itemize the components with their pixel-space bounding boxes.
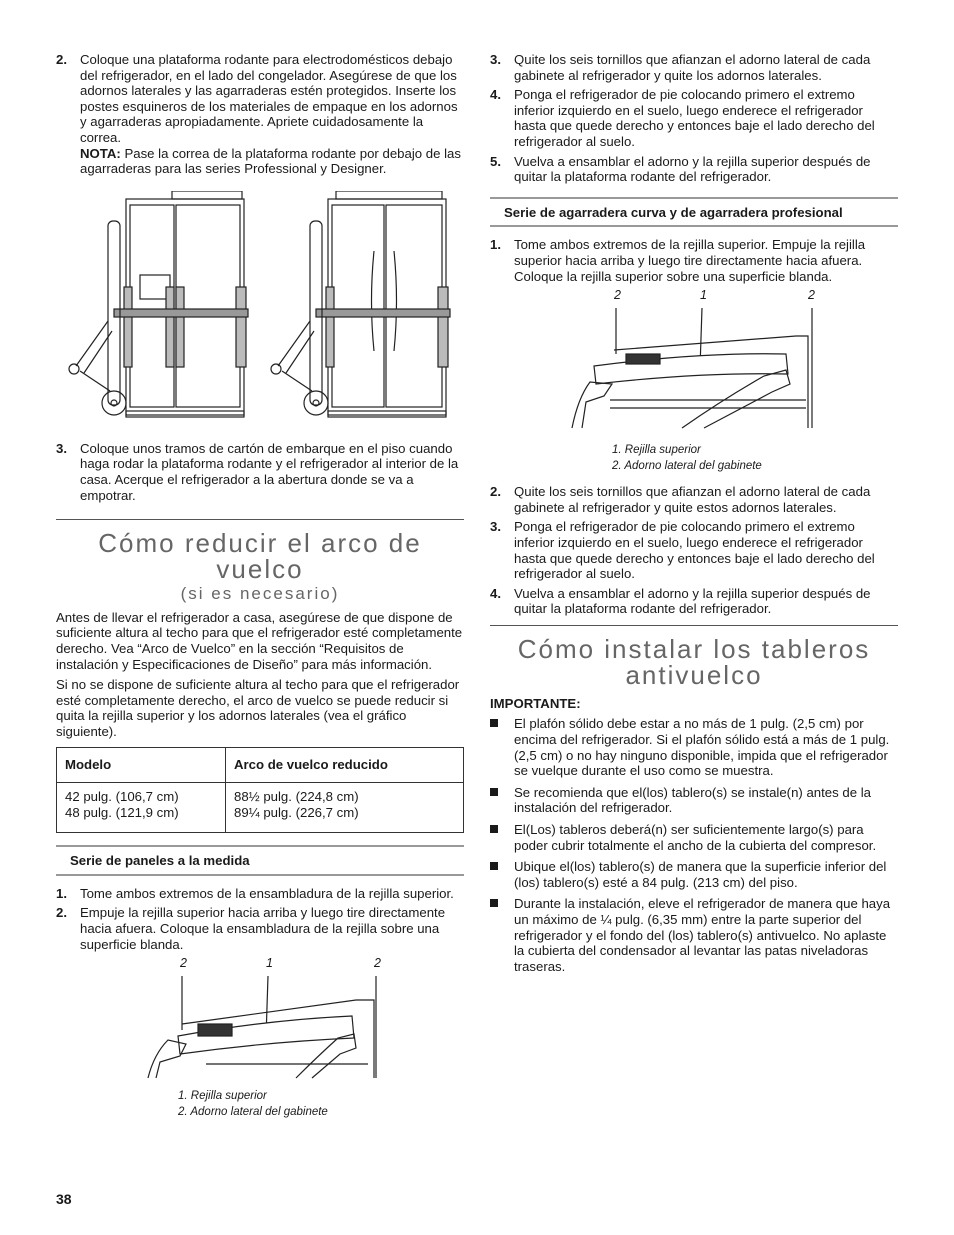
grille-removal-illustration [56,974,464,1096]
important-label: IMPORTANTE: [490,695,581,711]
list-item [490,896,898,974]
step-number: 1. [490,237,501,253]
caption: 2. Adorno lateral del gabinete [612,460,762,473]
step-text: Ponga el refrigerador de pie colocando primero el extremo inferior izquierdo en el suelo, luego enderece el refrigerador hasta que quede derecho y entonces baje el lado derecho del refrigerador al suelo. [514,519,875,582]
table-cell [226,783,464,833]
step-1 [56,886,464,902]
list-item-text: El plafón sólido debe estar a no más de 1 pulg. (2,5 cm) por encima del refrigerador. Si el plafón sólido está a más de 1 pulg. (2,5 cm) o no hay ninguno disponible, impida que el refrigerador se vuelque durante el uso como se muestra. [514,716,890,779]
step-number: 2. [56,905,67,921]
section-divider [56,519,464,520]
step-2 [56,905,464,952]
step-text: Coloque unos tramos de cartón de embarque en el piso cuando haga rodar la plataforma rodante y el refrigerador al interior de la casa. Acerque el refrigerador a la abertura donde se va a empotrar. [80,440,459,503]
section-divider [490,625,898,626]
step-3 [490,52,898,83]
table-cell-line: 89¼ pulg. (226,7 cm) [234,804,359,820]
tip-arc-table [56,747,464,833]
step-number: 1. [56,885,67,901]
list-item-text: Ubique el(los) tablero(s) de manera que la superficie inferior del (los) tablero(s) esté a 84 pulg. (213 cm) del piso. [514,859,887,890]
table-header: Modelo [57,748,226,783]
callout-label: 2 [180,956,187,971]
paragraph: Antes de llevar el refrigerador a casa, asegúrese de que dispone de suficiente altura al techo para que el refrigerador esté completamente derecho. Vea “Arco de Vuelco” en la sección “Requisitos de instalación y Especificaciones de Diseño” para más información. [56,609,463,672]
step-number: 4. [490,87,501,103]
step-3 [56,441,464,503]
section-subtitle: (si es necesario) [180,584,340,604]
table-cell [57,783,226,833]
step-2 [490,484,898,515]
step-text: Empuje la rejilla superior hacia arriba y luego tire directamente hacia afuera. Coloque la ensambladura de la rejilla sobre una superficie blanda. [80,905,446,952]
callout-label: 2 [614,288,621,303]
step-text: Quite los seis tornillos que afianzan el adorno lateral de cada gabinete al refrigerador y quite los adornos laterales. [514,52,871,83]
step-text: Vuelva a ensamblar el adorno y la rejilla superior después de quitar la plataforma rodante del refrigerador. [514,585,871,617]
subsection-heading: Serie de paneles a la medida [56,845,464,876]
bullet-square-icon [490,899,498,907]
caption: 1. Rejilla superior [178,1090,267,1103]
table-cell-line: 48 pulg. (121,9 cm) [65,804,179,820]
callout-label: 2 [808,288,815,303]
step-number: 2. [56,52,67,67]
grille-removal-illustration [490,306,898,446]
table-row [57,783,464,833]
list-item [490,822,898,853]
fridge-dolly-illustration [56,191,464,433]
section-title: Cómo reducir el arco de vuelco [98,528,422,585]
list-item [490,716,898,778]
step-number: 3. [56,440,67,456]
section-title: Cómo instalar los tableros antivuelco [517,633,871,690]
caption: 1. Rejilla superior [612,444,701,457]
list-item [490,785,898,816]
bullet-square-icon [490,719,498,727]
list-item [490,859,898,890]
step-1 [490,237,898,284]
list-item-text: Durante la instalación, eleve el refrigerador de manera que haya un máximo de ¼ pulg. (6,35 mm) entre la parte superior del refrigerador y el fondo del (los) tablero(s) antivuelco. No aplaste la cubierta del condensador al levantar las patas niveladoras traseras. [514,896,891,974]
subsection-heading: Serie de agarradera curva y de agarradera profesional [490,197,898,228]
table-header: Arco de vuelco reducido [226,748,464,783]
left-column [56,52,464,1132]
step-text: Quite los seis tornillos que afianzan el adorno lateral de cada gabinete al refrigerador y quite estos adornos laterales. [514,484,871,515]
page-number: 38 [56,1191,72,1207]
note-label: NOTA: [80,145,121,161]
table-cell-line: 88½ pulg. (224,8 cm) [234,789,359,805]
table-cell-line: 42 pulg. (106,7 cm) [65,789,179,805]
right-column [490,52,898,980]
bullet-square-icon [490,825,498,833]
bullet-square-icon [490,788,498,796]
step-4 [490,586,898,617]
caption: 2. Adorno lateral del gabinete [178,1106,328,1119]
callout-label: 1 [266,956,273,971]
step-text: Tome ambos extremos de la ensambladura de la rejilla superior. [80,885,454,901]
step-2 [56,52,464,177]
note-text: Pase la correa de la plataforma rodante por debajo de las agarraderas para las series Professional y Designer. [80,145,461,177]
step-number: 3. [490,519,501,535]
callout-label: 2 [374,956,381,971]
step-5 [490,154,898,185]
list-item-text: Se recomienda que el(los) tablero(s) se instale(n) antes de la instalación del refrigerador. [514,784,871,816]
grille-figure [56,956,464,1132]
list-item-text: El(Los) tableros deberá(n) ser suficientemente largo(s) para poder cubrir totalmente el ancho de la cubierta del compresor. [514,822,877,853]
step-number: 5. [490,153,501,169]
step-4 [490,87,898,149]
step-text: Tome ambos extremos de la rejilla superior. Empuje la rejilla superior hacia arriba y luego tire directamente hacia afuera. Coloque la rejilla superior sobre una superficie blanda. [514,237,866,284]
callout-label: 1 [700,288,707,303]
bullet-square-icon [490,862,498,870]
step-3 [490,519,898,581]
grille-figure [490,288,898,484]
step-number: 2. [490,484,501,500]
step-number: 3. [490,52,501,67]
paragraph: Si no se dispone de suficiente altura al techo para que el refrigerador esté completamente derecho, el arco de vuelco se puede reducir si quita la rejilla superior y los adornos laterales (vea el gráfico siguiente). [56,677,460,739]
step-text: Ponga el refrigerador de pie colocando primero el extremo inferior izquierdo en el suelo, luego enderece el refrigerador hasta que quede derecho y entonces baje el lado derecho del refrigerador al suelo. [514,87,875,149]
step-text: Vuelva a ensamblar el adorno y la rejilla superior después de quitar la plataforma rodante del refrigerador. [514,153,871,185]
step-text: Coloque una plataforma rodante para electrodomésticos debajo del refrigerador, en el lado del congelador. Asegúrese de que los adornos laterales y las agarraderas estén protegidos. Inserte los postes esquineros de los materiales de empaque en los adornos y agarraderas apropiadamente. Apriete cuidadosamente la correa. [80,52,458,145]
step-number: 4. [490,585,501,601]
